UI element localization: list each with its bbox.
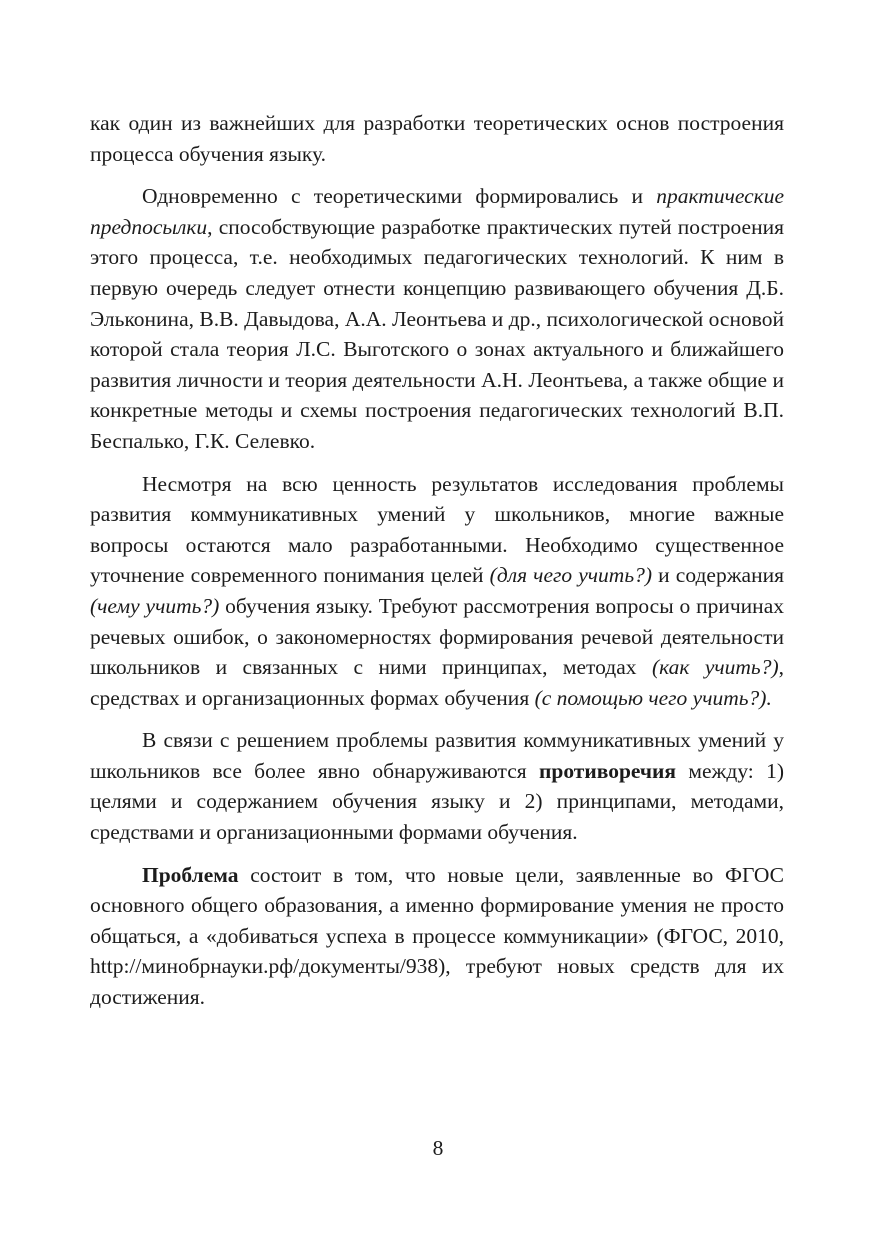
paragraph-3 [90,469,784,714]
paragraph-4 [90,725,784,847]
paragraph-3-run: Несмотря на всю ценность результатов исследования проблемы развития коммуникативных умений у школьников, многие важные вопросы остаются мало разработанными. Необходимо существенное уточнение современного понимания целей [90,471,784,588]
paragraph-2-italic-run: практические предпосылки [90,184,784,239]
paragraph-5-bold-run: Проблема [142,862,239,887]
paragraph-4-run: между: 1) целями и содержанием обучения языку и 2) принципами, методами, средствами и организационными формами обучения. [90,758,784,845]
paragraph-3-italic-run: (для чего учить?) [489,563,653,588]
paragraph-4-bold-run: противоречия [538,758,677,783]
page-number: 8 [432,1136,444,1160]
paragraph-3-italic-run: (как учить?) [651,655,779,680]
paragraph-2-run: , способствующие разработке практических путей построения этого процесса, т.е. необходимых педагогических технологий. К ним в первую очередь следует отнести концепцию развивающего обучения Д.Б. Эльконина, В.В. Давыдова, А.А. Леонтьева и др., психологической основой которой стала теория Л.С. Выготского о зонах актуального и ближайшего развития личности и теория деятельности А.Н. Леонтьева, а также общие и конкретные методы и схемы построения педагогических технологий В.П. Беспалько, Г.К. Селевко. [90,214,784,453]
paragraph-4-run: В связи с решением проблемы развития коммуникативных умений у школьников все более явно обнаруживаются [90,728,784,783]
paragraph-3-run: и содержания [652,563,784,588]
paragraph-1-text: как один из важнейших для разработки теоретических основ построения процесса обучения языку. [90,111,784,166]
paragraph-3-italic-run: (с помощью чего учить?). [534,685,772,710]
paragraph-3-run: обучения языку. Требуют рассмотрения вопросы о причинах речевых ошибок, о закономерностях формирования речевой деятельности школьников и связанных с ними принципах, методах [90,593,784,680]
paragraph-5-run: состоит в том, что новые цели, заявленные во ФГОС основного общего образования, а именно формирование умения не просто общаться, а «добиваться успеха в процессе коммуникации» (ФГОС, 2010, http://минобрнауки.рф/документы/938), требуют новых средств для их достижения. [90,862,784,1010]
paragraph-5 [90,860,784,1013]
paragraph-3-run: , средствах и организационных формах обучения [90,655,784,710]
paragraph-1 [90,108,784,169]
page-body [90,108,784,1025]
paragraph-3-italic-run: (чему учить?) [90,593,220,618]
paragraph-2-run: Одновременно с теоретическими формировались и [142,184,657,209]
paragraph-2 [90,181,784,456]
